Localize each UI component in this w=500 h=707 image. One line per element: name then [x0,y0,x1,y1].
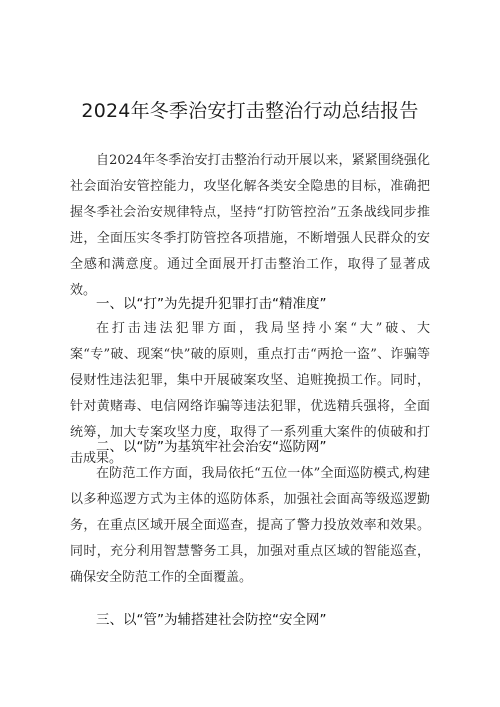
document-title: 2024年冬季治安打击整治行动总结报告 [81,100,419,122]
section-heading-3: 三、以“管”为辅搭建社会防控“安全网” [96,612,327,628]
section-paragraph-1: 在打击违法犯罪方面，我局坚持小案“大”破、大案“专”破、现案“快”破的原则，重点打击“两抢一盗”、诈骗等侵财性违法犯罪，集中开展破案攻坚、追赃挽损工作。同时，针对黄赌毒、电信网络诈骗等违法犯罪，优选精兵强将，全面统筹，加大专案攻坚力度，取得了一系列重大案件的侦破和打击成果。 [70,321,430,466]
intro-paragraph: 自2024年冬季治安打击整治行动开展以来，紧紧围绕强化社会面治安管控能力，攻坚化解各类安全隐患的目标，准确把握冬季社会治安规律特点，坚持“打防管控治”五条战线同步推进，全面压实冬季打防管控各项措施，不断增强人民群众的安全感和满意度。通过全面展开打击整治工作，取得了显著成效。 [70,153,430,298]
section-paragraph-2: 在防范工作方面，我局依托“五位一体”全面巡防模式,构建以多种巡逻方式为主体的巡防体系，加强社会面高等级巡逻勤务，在重点区域开展全面巡查，提高了警力投放效率和效果。同时，充分利用智慧警务工具，加强对重点区域的智能巡查，确保安全防范工作的全面覆盖。 [70,466,430,585]
section-heading-1: 一、以“打”为先提升犯罪打击“精准度” [96,296,327,312]
section-heading-2: 二、以“防”为基筑牢社会治安“巡防网” [96,439,327,455]
